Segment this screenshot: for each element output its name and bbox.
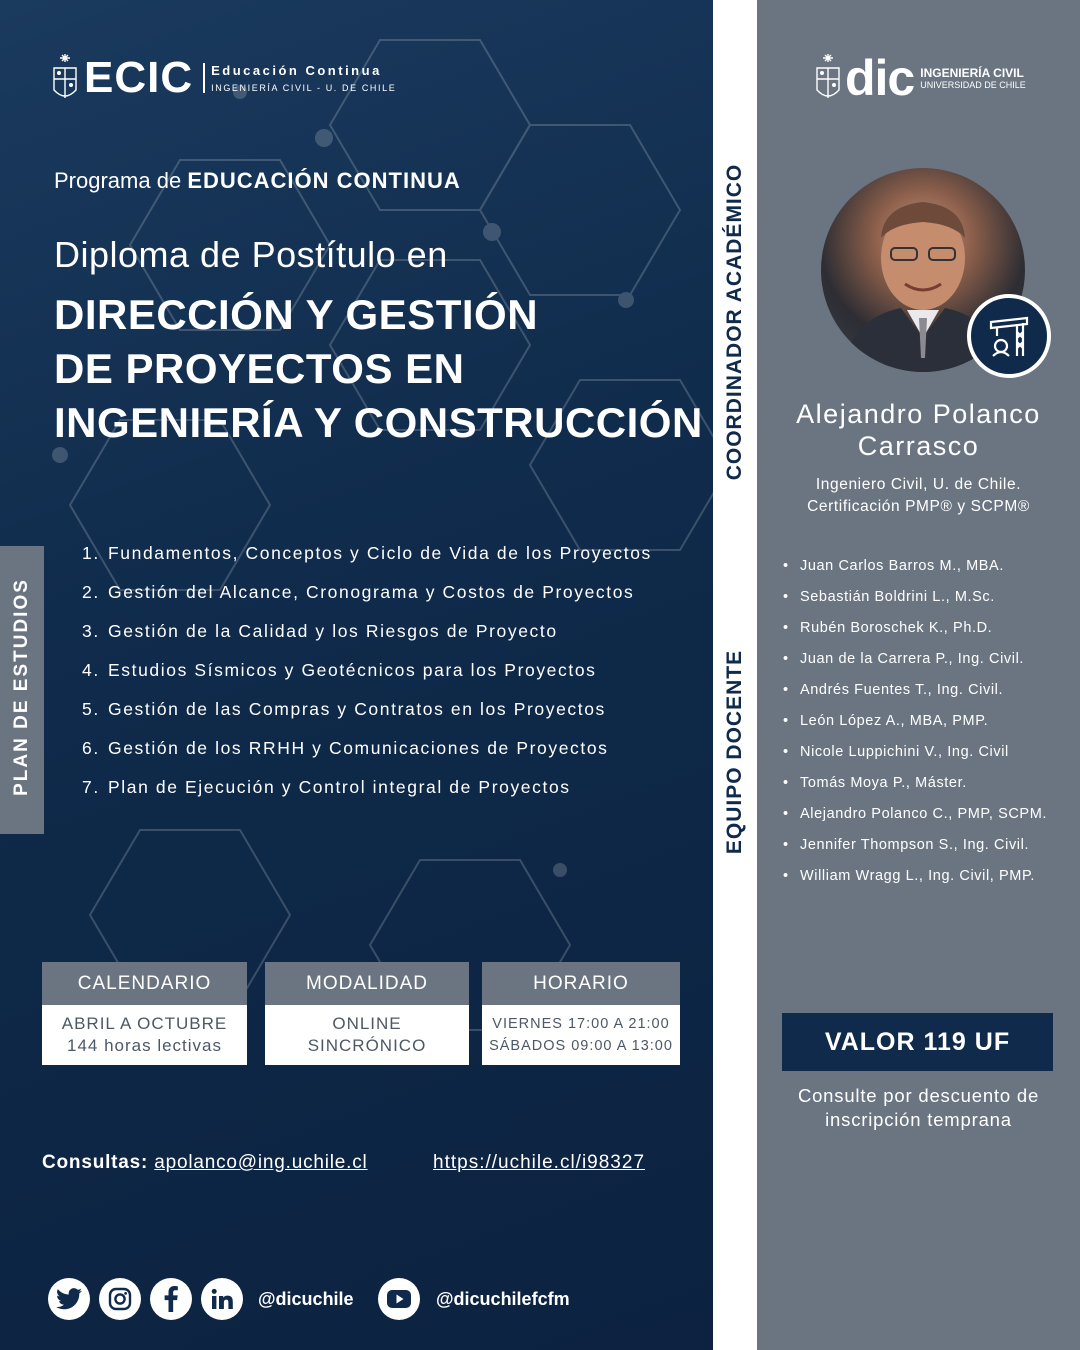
teacher-item: • León López A., MBA, PMP. xyxy=(783,709,1047,740)
equipo-docente-label: EQUIPO DOCENTE xyxy=(723,649,746,855)
social-handle: @dicuchile xyxy=(258,1289,354,1309)
dic-logo xyxy=(815,52,1026,104)
dic-subtitle-line1: INGENIERÍA CIVIL xyxy=(920,66,1024,80)
horario-body xyxy=(482,1005,680,1065)
plan-de-estudios-label: PLAN DE ESTUDIOS xyxy=(11,578,32,796)
module-text: Gestión de la Calidad y los Riesgos de Proyecto xyxy=(108,621,558,641)
ecic-subtitle-line1: Educación Continua xyxy=(211,63,382,78)
calendario-line2: 144 horas lectivas xyxy=(66,1036,223,1055)
module-text: Estudios Sísmicos y Geotécnicos para los Proyectos xyxy=(108,660,597,680)
teacher-item: • Juan de la Carrera P., Ing. Civil. xyxy=(783,647,1047,678)
plan-de-estudios-tab xyxy=(0,546,44,834)
modalidad-header: MODALIDAD xyxy=(265,962,469,1005)
module-number: 2. xyxy=(82,582,100,602)
diploma-pretitle: Diploma de Postítulo en xyxy=(54,234,448,275)
calendario-box xyxy=(42,962,247,1065)
university-crest-icon xyxy=(815,52,841,104)
teacher-item: • Juan Carlos Barros M., MBA. xyxy=(783,554,1047,585)
program-label xyxy=(54,168,461,194)
module-number: 4. xyxy=(82,660,100,680)
module-number: 5. xyxy=(82,699,100,719)
calendario-body xyxy=(42,1005,247,1065)
teacher-item: • Nicole Luppichini V., Ing. Civil xyxy=(783,740,1047,771)
module-list xyxy=(82,540,652,813)
module-text: Gestión de los RRHH y Comunicaciones de Proyectos xyxy=(108,738,609,758)
vertical-label-strip xyxy=(713,0,757,1350)
ecic-wordmark: ECIC xyxy=(84,53,194,102)
coordinator-credentials xyxy=(757,474,1080,518)
teaching-team-list xyxy=(783,554,1047,895)
youtube-icon[interactable] xyxy=(378,1278,420,1320)
coordinator-name xyxy=(757,398,1080,462)
early-discount-line1: Consulte por descuento de xyxy=(797,1085,1040,1106)
horario-line1: VIERNES 17:00 A 21:00 xyxy=(492,1016,670,1032)
module-number: 7. xyxy=(82,777,100,797)
diploma-title-line: INGENIERÍA Y CONSTRUCCIÓN xyxy=(54,399,703,446)
dic-subtitle-line2: UNIVERSIDAD DE CHILE xyxy=(920,80,1026,90)
module-number: 6. xyxy=(82,738,100,758)
module-item xyxy=(82,540,652,579)
teacher-item: • Sebastián Boldrini L., M.Sc. xyxy=(783,585,1047,616)
facebook-icon[interactable] xyxy=(150,1278,192,1320)
ecic-subtitle-line2: INGENIERÍA CIVIL - U. DE CHILE xyxy=(211,83,397,93)
linkedin-icon[interactable] xyxy=(201,1278,243,1320)
modalidad-line2: SINCRÓNICO xyxy=(307,1036,427,1055)
modalidad-body xyxy=(265,1005,469,1065)
module-item xyxy=(82,618,652,657)
contact-email-link[interactable]: apolanco@ing.uchile.cl xyxy=(154,1152,368,1173)
contact-line xyxy=(42,1152,368,1174)
early-discount-line2: inscripción temprana xyxy=(825,1109,1012,1130)
diploma-title-line: DIRECCIÓN Y GESTIÓN xyxy=(54,291,539,338)
module-number: 1. xyxy=(82,543,100,563)
calendario-line1: ABRIL A OCTUBRE xyxy=(61,1014,228,1033)
diploma-title xyxy=(54,288,703,450)
module-item xyxy=(82,735,652,774)
price-badge: VALOR 119 UF xyxy=(782,1013,1053,1071)
teacher-item: • William Wragg L., Ing. Civil, PMP. xyxy=(783,864,1047,895)
teacher-item: • Andrés Fuentes T., Ing. Civil. xyxy=(783,678,1047,709)
teacher-item: • Jennifer Thompson S., Ing. Civil. xyxy=(783,833,1047,864)
coordinator-credentials-line2: Certificación PMP® y SCPM® xyxy=(807,498,1030,515)
coordinator-name-line2: Carrasco xyxy=(857,431,980,461)
coordinator-credentials-line1: Ingeniero Civil, U. de Chile. xyxy=(815,476,1022,493)
program-name: EDUCACIÓN CONTINUA xyxy=(187,168,461,193)
right-panel xyxy=(757,0,1080,1350)
teacher-item: • Tomás Moya P., Máster. xyxy=(783,771,1047,802)
instagram-icon[interactable] xyxy=(99,1278,141,1320)
coordinator-name-line1: Alejandro Polanco xyxy=(796,399,1041,429)
horario-header: HORARIO xyxy=(482,962,680,1005)
program-url-link[interactable]: https://uchile.cl/i98327 xyxy=(433,1152,646,1173)
teacher-item: • Alejandro Polanco C., PMP, SCPM. xyxy=(783,802,1047,833)
teacher-item: • Rubén Boroschek K., Ph.D. xyxy=(783,616,1047,647)
youtube-handle: @dicuchilefcfm xyxy=(436,1289,570,1309)
ecic-logo xyxy=(52,52,396,104)
module-number: 3. xyxy=(82,621,100,641)
module-text: Plan de Ejecución y Control integral de Proyectos xyxy=(108,777,571,797)
early-discount-note xyxy=(757,1084,1080,1132)
module-text: Gestión de las Compras y Contratos en los Proyectos xyxy=(108,699,606,719)
modalidad-box xyxy=(265,962,469,1065)
module-item xyxy=(82,657,652,696)
ecic-subtitle xyxy=(203,63,396,93)
coordinador-academico-label: COORDINADOR ACADÉMICO xyxy=(723,163,746,481)
module-item xyxy=(82,774,652,813)
modalidad-line1: ONLINE xyxy=(332,1014,402,1033)
university-crest-icon xyxy=(52,52,78,104)
diploma-title-line: DE PROYECTOS EN xyxy=(54,345,465,392)
contact-label: Consultas: xyxy=(42,1152,149,1173)
module-text: Gestión del Alcance, Cronograma y Costos de Proyectos xyxy=(108,582,635,602)
module-item xyxy=(82,579,652,618)
dic-wordmark: dic xyxy=(845,50,915,106)
dic-subtitle xyxy=(920,66,1026,90)
horario-line2: SÁBADOS 09:00 A 13:00 xyxy=(489,1038,673,1054)
construction-crane-icon xyxy=(967,294,1051,378)
calendario-header: CALENDARIO xyxy=(42,962,247,1005)
module-text: Fundamentos, Conceptos y Ciclo de Vida de los Proyectos xyxy=(108,543,652,563)
twitter-icon[interactable] xyxy=(48,1278,90,1320)
program-prefix: Programa de xyxy=(54,168,182,193)
horario-box xyxy=(482,962,680,1065)
module-item xyxy=(82,696,652,735)
